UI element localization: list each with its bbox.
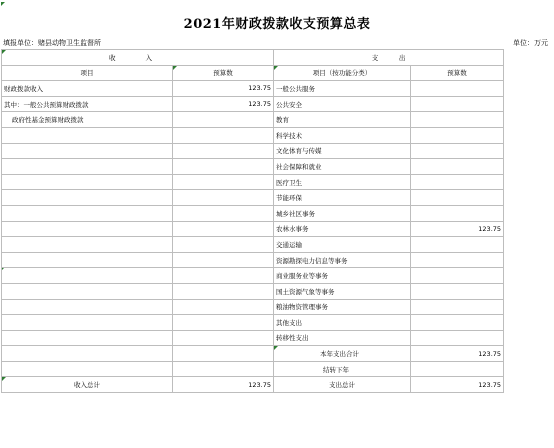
income-amount-cell[interactable] xyxy=(173,330,274,346)
table-row xyxy=(2,268,504,284)
income-item-cell[interactable]: 政府性基金预算财政拨款 xyxy=(2,112,173,128)
table-row xyxy=(2,361,504,377)
expense-item-cell[interactable]: 资源勘探电力信息等事务 xyxy=(274,252,411,268)
expense-amount-cell[interactable] xyxy=(411,159,504,175)
income-amount-cell[interactable]: 123.75 xyxy=(173,81,274,97)
expense-amount-cell[interactable] xyxy=(411,174,504,190)
expense-amount-cell[interactable] xyxy=(411,252,504,268)
section-header-row xyxy=(2,50,504,66)
expense-item-cell[interactable]: 城乡社区事务 xyxy=(274,205,411,221)
income-amount-cell[interactable] xyxy=(173,283,274,299)
expense-item-cell[interactable]: 农林水事务 xyxy=(274,221,411,237)
table-row xyxy=(2,221,504,237)
expense-item-cell[interactable]: 交通运输 xyxy=(274,237,411,253)
income-amount-cell[interactable] xyxy=(173,268,274,284)
totals-row xyxy=(2,377,504,393)
expense-amount-cell[interactable] xyxy=(411,268,504,284)
expense-item-cell[interactable]: 转移性支出 xyxy=(274,330,411,346)
expense-amount-cell[interactable] xyxy=(411,190,504,206)
expense-item-cell[interactable]: 教育 xyxy=(274,112,411,128)
income-total-amount[interactable]: 123.75 xyxy=(173,377,274,393)
expense-amount-cell[interactable] xyxy=(411,283,504,299)
expense-item-cell[interactable]: 医疗卫生 xyxy=(274,174,411,190)
table-row xyxy=(2,299,504,315)
income-amount-cell[interactable] xyxy=(173,190,274,206)
table-row xyxy=(2,237,504,253)
expense-amount-cell[interactable]: 123.75 xyxy=(411,221,504,237)
expense-total-label[interactable]: 支出总计 xyxy=(274,377,411,393)
income-amount-cell[interactable] xyxy=(173,299,274,315)
income-item-cell[interactable]: 财政拨款收入 xyxy=(2,81,173,97)
table-row xyxy=(2,330,504,346)
expense-budget-header[interactable]: 预算数 xyxy=(411,65,504,81)
carry-forward-label[interactable]: 结转下年 xyxy=(274,361,411,377)
expense-item-cell[interactable]: 国土资源气象等事务 xyxy=(274,283,411,299)
income-amount-cell[interactable] xyxy=(173,252,274,268)
income-item-cell[interactable] xyxy=(2,283,173,299)
income-amount-cell[interactable] xyxy=(173,205,274,221)
table-row xyxy=(2,315,504,331)
expense-header[interactable]: 支 出 xyxy=(274,50,504,66)
income-amount-cell[interactable] xyxy=(173,237,274,253)
expense-total-year-label[interactable]: 本年支出合计 xyxy=(274,346,411,362)
table-row xyxy=(2,205,504,221)
income-item-cell[interactable] xyxy=(2,127,173,143)
table-row xyxy=(2,174,504,190)
expense-item-cell[interactable]: 粮油物资管理事务 xyxy=(274,299,411,315)
expense-amount-cell[interactable] xyxy=(411,315,504,331)
income-amount-cell[interactable] xyxy=(173,361,274,377)
expense-amount-cell[interactable] xyxy=(411,96,504,112)
expense-item-cell[interactable]: 商业服务业等事务 xyxy=(274,268,411,284)
expense-amount-cell[interactable] xyxy=(411,143,504,159)
expense-item-cell[interactable]: 其他支出 xyxy=(274,315,411,331)
income-amount-cell[interactable]: 123.75 xyxy=(173,96,274,112)
income-item-cell[interactable] xyxy=(2,221,173,237)
income-item-cell[interactable] xyxy=(2,361,173,377)
expense-total-amount[interactable]: 123.75 xyxy=(411,377,504,393)
table-row xyxy=(2,346,504,362)
income-amount-cell[interactable] xyxy=(173,315,274,331)
income-amount-cell[interactable] xyxy=(173,112,274,128)
income-item-cell[interactable] xyxy=(2,315,173,331)
carry-forward-amount[interactable] xyxy=(411,361,504,377)
expense-item-cell[interactable]: 科学技术 xyxy=(274,127,411,143)
table-row xyxy=(2,190,504,206)
income-item-cell[interactable] xyxy=(2,299,173,315)
table-row xyxy=(2,252,504,268)
expense-total-year-amount[interactable]: 123.75 xyxy=(411,346,504,362)
expense-item-cell[interactable]: 一般公共服务 xyxy=(274,81,411,97)
income-amount-cell[interactable] xyxy=(173,159,274,175)
expense-item-cell[interactable]: 文化体育与传媒 xyxy=(274,143,411,159)
table-row xyxy=(2,159,504,175)
income-amount-cell[interactable] xyxy=(173,221,274,237)
income-amount-cell[interactable] xyxy=(173,174,274,190)
expense-item-cell[interactable]: 社会保障和就业 xyxy=(274,159,411,175)
income-item-cell[interactable] xyxy=(2,143,173,159)
expense-amount-cell[interactable] xyxy=(411,112,504,128)
expense-item-cell[interactable]: 公共安全 xyxy=(274,96,411,112)
cell-marker xyxy=(1,2,5,6)
income-header[interactable]: 收 入 xyxy=(2,50,274,66)
income-item-cell[interactable] xyxy=(2,174,173,190)
table-row xyxy=(2,143,504,159)
income-amount-cell[interactable] xyxy=(173,127,274,143)
income-item-cell[interactable] xyxy=(2,205,173,221)
income-amount-cell[interactable] xyxy=(173,346,274,362)
expense-item-header[interactable]: 项目（按功能分类） xyxy=(274,65,411,81)
budget-table xyxy=(1,49,504,393)
expense-amount-cell[interactable] xyxy=(411,330,504,346)
income-item-cell[interactable]: 其中：一般公共预算财政拨款 xyxy=(2,96,173,112)
report-title: 2021年财政拨款收支预算总表 xyxy=(183,17,371,32)
expense-item-cell[interactable]: 节能环保 xyxy=(274,190,411,206)
table-row xyxy=(2,81,504,97)
income-item-header[interactable]: 项目 xyxy=(2,65,173,81)
table-row xyxy=(2,127,504,143)
expense-amount-cell[interactable] xyxy=(411,237,504,253)
income-item-cell[interactable] xyxy=(2,190,173,206)
income-item-cell[interactable] xyxy=(2,346,173,362)
income-amount-cell[interactable] xyxy=(173,143,274,159)
column-header-row xyxy=(2,65,504,81)
expense-amount-cell[interactable] xyxy=(411,299,504,315)
expense-amount-cell[interactable] xyxy=(411,127,504,143)
table-row xyxy=(2,283,504,299)
reporting-unit: 填报单位：赌县动物卫生监督所 xyxy=(3,39,101,47)
table-row xyxy=(2,112,504,128)
income-item-cell[interactable] xyxy=(2,237,173,253)
expense-amount-cell[interactable] xyxy=(411,205,504,221)
income-item-cell[interactable] xyxy=(2,268,173,284)
income-budget-header[interactable]: 预算数 xyxy=(173,65,274,81)
income-item-cell[interactable] xyxy=(2,330,173,346)
income-total-label[interactable]: 收入总计 xyxy=(2,377,173,393)
income-item-cell[interactable] xyxy=(2,252,173,268)
table-row xyxy=(2,96,504,112)
income-item-cell[interactable] xyxy=(2,159,173,175)
currency-unit: 单位：万元 xyxy=(513,39,548,47)
expense-amount-cell[interactable] xyxy=(411,81,504,97)
